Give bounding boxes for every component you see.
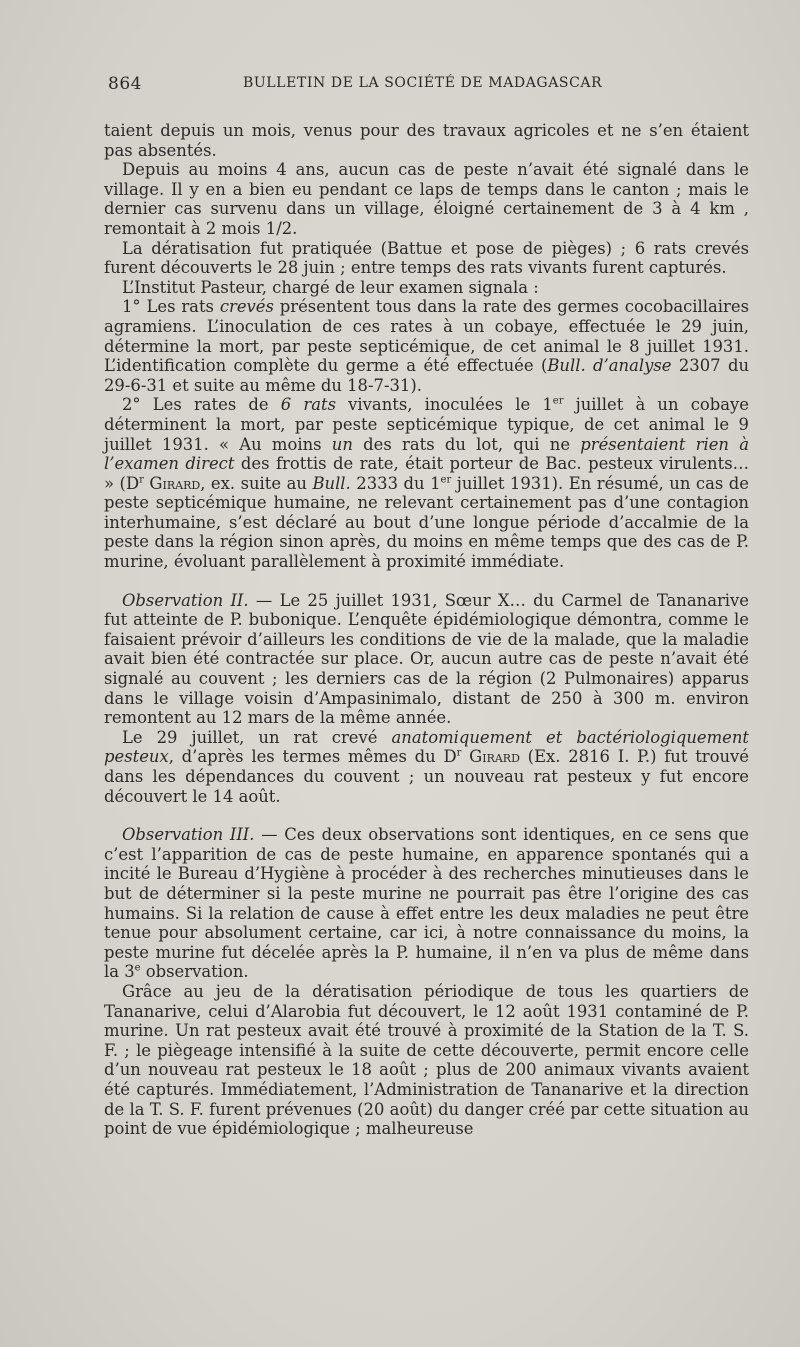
paragraph bbox=[104, 239, 749, 278]
author-name: Girard bbox=[469, 747, 520, 767]
paragraph bbox=[104, 297, 749, 395]
paragraph bbox=[104, 728, 749, 806]
body-text bbox=[104, 121, 749, 1139]
italic-run: 6 rats bbox=[280, 395, 336, 415]
text-run: 2° Les rates de bbox=[122, 395, 281, 415]
italic-run: un bbox=[331, 434, 353, 454]
text-run: — Le 25 juillet 1931, Sœur X… du Carmel de Tananarive fut atteinte de P. bubonique. L’enquête épidémiologique démontra, comme le faisaient prévoir d’ailleurs les conditions de vie de la malade, que la maladie avait bien été contractée sur place. Or, aucun autre cas de peste n’avait été signalé au couvent ; les derniers cas de la région (2 Pulmonaires) apparus dans le village voisin d’Ampasinimalo, distant de 250 à 300 m. environ remontent au 12 mars de la même année. bbox=[104, 590, 749, 728]
italic-run: Bull. d’analyse bbox=[547, 356, 672, 376]
paragraph-observation-3 bbox=[104, 825, 749, 982]
page-header bbox=[108, 74, 748, 98]
text-run: La dératisation fut pratiquée (Battue et pose de pièges) ; 6 rats crevés furent découverts le 28 juin ; entre temps des rats vivants furent capturés. bbox=[104, 238, 749, 278]
superscript: er bbox=[552, 395, 564, 407]
text-run: , ex. suite au bbox=[200, 473, 313, 493]
superscript: e bbox=[134, 962, 141, 974]
italic-run: présentaient rien à l’examen direct bbox=[104, 434, 749, 474]
paragraph-observation-2 bbox=[104, 591, 749, 728]
text-run: juillet 1931). En résumé, un cas de peste septicémique humaine, ne relevant certainement pas d’une contagion interhumaine, s’est déclaré au bout d’une longue période d’accalmie de la peste dans la région sinon après, du moins en même temps que des cas de P. murine, évoluant parallèlement à proximité immédiate. bbox=[104, 473, 749, 572]
superscript: er bbox=[440, 474, 452, 486]
paragraph bbox=[104, 160, 749, 238]
text-run bbox=[461, 747, 469, 766]
paragraph bbox=[104, 278, 749, 298]
section-heading: Observation II. bbox=[122, 590, 249, 610]
paragraph bbox=[104, 395, 749, 571]
text-run: 2307 du 29-6-31 et suite au même du 18-7-31). bbox=[104, 356, 750, 395]
page-number: 864 bbox=[108, 74, 142, 94]
text-run: 1° Les rats bbox=[122, 297, 220, 317]
text-run: — Ces deux observations sont identiques, en ce sens que c’est l’apparition de cas de peste humaine, en apparence spontanés qui a incité le Bureau d’Hygiène à procéder à des recherches minutieuses dans le but de déterminer si la peste murine ne pourrait pas être l’origine des cas humains. Si la relation de cause à effet entre les deux maladies ne peut être tenue pour absolument certaine, car ici, à notre connaissance du moins, la peste murine fut décelée après la P. humaine, il n’en va plus de même dans la 3 bbox=[104, 825, 749, 982]
text-run: vivants, inoculées le 1 bbox=[336, 395, 553, 415]
text-run: présentent tous dans la rate des germes cocobacillaires agramiens. L’inoculation de ces rates à un cobaye, effectuée le 29 juin, détermine la mort, par peste septicémique, de cet animal le 8 juillet 1931. L’identification complète du germe a été effectuée ( bbox=[104, 297, 749, 376]
author-name: Girard bbox=[149, 473, 201, 493]
paragraph bbox=[104, 982, 749, 1139]
italic-run: crevés bbox=[219, 297, 274, 317]
text-run: L’Institut Pasteur, chargé de leur examen signala : bbox=[122, 277, 539, 297]
text-run: des frottis de rate, était porteur de Bac. pesteux virulents… » (D bbox=[104, 454, 749, 493]
section-heading: Observation III. bbox=[122, 825, 255, 845]
text-run: juillet à un cobaye déterminent la mort, par peste septicémique typique, de cet animal le 9 juillet 1931. « Au moins bbox=[104, 395, 749, 454]
text-run: Le 29 juillet, un rat crevé bbox=[122, 727, 392, 747]
italic-run: Bull. bbox=[312, 473, 351, 493]
text-run: 2333 du 1 bbox=[350, 473, 441, 493]
text-run: des rats du lot, qui ne bbox=[352, 434, 581, 454]
paragraph bbox=[104, 121, 749, 160]
text-run: Grâce au jeu de la dératisation périodique de tous les quartiers de Tananarive, celui d’Alarobia fut découvert, le 12 août 1931 contaminé de P. murine. Un rat pesteux avait été trouvé à proximité de la Station de la T. S. F. ; le piègeage intensifié à la suite de cette découverte, permit encore celle d’un nouveau rat pesteux le 18 août ; plus de 200 animaux vivants avaient été capturés. Immédiatement, l’Administration de Tananarive et la direction de la T. S. F. furent prévenues (20 août) du danger créé par cette situation au point de vue épidémiologique ; malheureuse bbox=[104, 981, 749, 1139]
superscript: r bbox=[139, 474, 144, 486]
text-run: (Ex. 2816 I. P.) fut trouvé dans les dépendances du couvent ; un nouveau rat pesteux y fut encore découvert le 14 août. bbox=[104, 747, 749, 806]
text-run: taient depuis un mois, venus pour des travaux agricoles et ne s’en étaient pas absentés. bbox=[104, 121, 749, 160]
italic-run: anatomiquement et bactériologiquement pesteux bbox=[104, 727, 750, 767]
running-title: BULLETIN DE LA SOCIÉTÉ DE MADAGASCAR bbox=[243, 75, 603, 91]
text-run: Depuis au moins 4 ans, aucun cas de peste n’avait été signalé dans le village. Il y en a bien eu pendant ce laps de temps dans le canton ; mais le dernier cas survenu dans un village, éloigné certainement de 3 à 4 km , remontait à 2 mois 1/2. bbox=[104, 160, 749, 238]
text-run: , d’après les termes mêmes du D bbox=[168, 747, 457, 767]
superscript: r bbox=[456, 747, 462, 759]
text-run: observation. bbox=[140, 962, 249, 982]
